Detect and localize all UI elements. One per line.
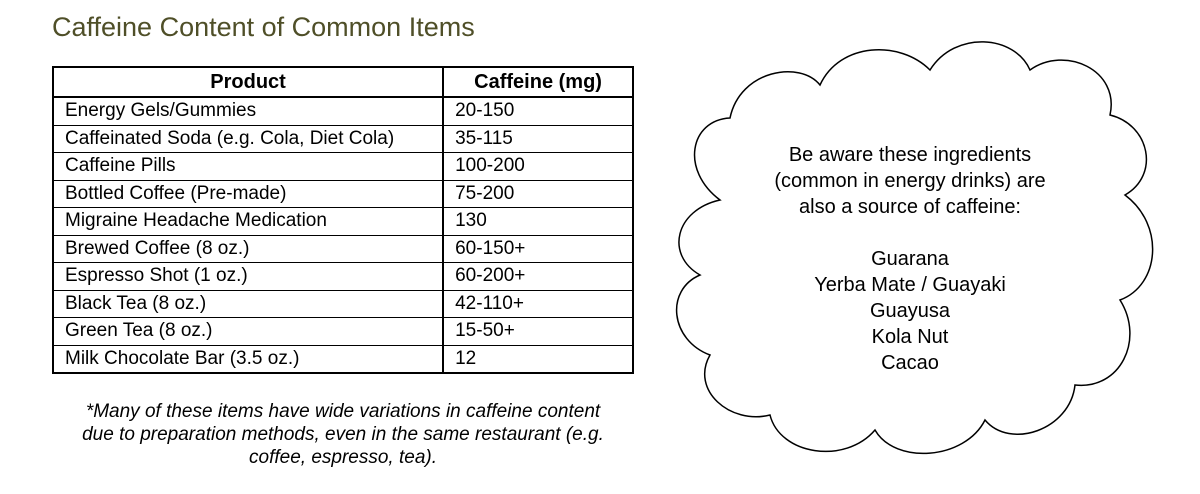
- cloud-intro-line: also a source of caffeine:: [799, 196, 1021, 218]
- caffeine-cell: 42-110+: [443, 290, 633, 318]
- footnote-line: due to preparation methods, even in the same restaurant (e.g.: [82, 424, 604, 445]
- caffeine-cell: 75-200: [443, 180, 633, 208]
- product-cell: Caffeinated Soda (e.g. Cola, Diet Cola): [53, 125, 443, 153]
- ingredient-item: Yerba Mate / Guayaki: [814, 274, 1006, 296]
- ingredient-item: Guarana: [871, 248, 949, 270]
- product-cell: Green Tea (8 oz.): [53, 318, 443, 346]
- cloud-text: [700, 142, 1120, 376]
- caffeine-cell: 12: [443, 345, 633, 373]
- footnote-line: coffee, espresso, tea).: [249, 447, 437, 468]
- ingredient-item: Kola Nut: [871, 326, 949, 348]
- cloud-intro-line: Be aware these ingredients: [788, 144, 1032, 166]
- caffeine-cell: 20-150: [443, 97, 633, 125]
- product-cell: Espresso Shot (1 oz.): [53, 263, 443, 291]
- product-cell: Caffeine Pills: [53, 153, 443, 181]
- product-cell: Migraine Headache Medication: [53, 208, 443, 236]
- page-title: Caffeine Content of Common Items: [52, 12, 475, 42]
- product-cell: Milk Chocolate Bar (3.5 oz.): [53, 345, 443, 373]
- column-header-product: Product: [53, 67, 443, 97]
- caffeine-cell: 35-115: [443, 125, 633, 153]
- product-cell: Energy Gels/Gummies: [53, 97, 443, 125]
- cloud-gap: [700, 220, 1120, 246]
- caffeine-cell: 60-150+: [443, 235, 633, 263]
- caffeine-cell: 100-200: [443, 153, 633, 181]
- caffeine-cell: 60-200+: [443, 263, 633, 291]
- product-cell: Black Tea (8 oz.): [53, 290, 443, 318]
- caffeine-cell: 130: [443, 208, 633, 236]
- caffeine-cell: 15-50+: [443, 318, 633, 346]
- cloud-intro-line: (common in energy drinks) are: [774, 170, 1046, 192]
- product-cell: Bottled Coffee (Pre-made): [53, 180, 443, 208]
- ingredient-item: Guayusa: [869, 300, 951, 322]
- footnote-line: *Many of these items have wide variations in caffeine content: [85, 401, 601, 422]
- column-header-caffeine: Caffeine (mg): [443, 67, 633, 97]
- product-cell: Brewed Coffee (8 oz.): [53, 235, 443, 263]
- ingredient-item: Cacao: [881, 352, 939, 374]
